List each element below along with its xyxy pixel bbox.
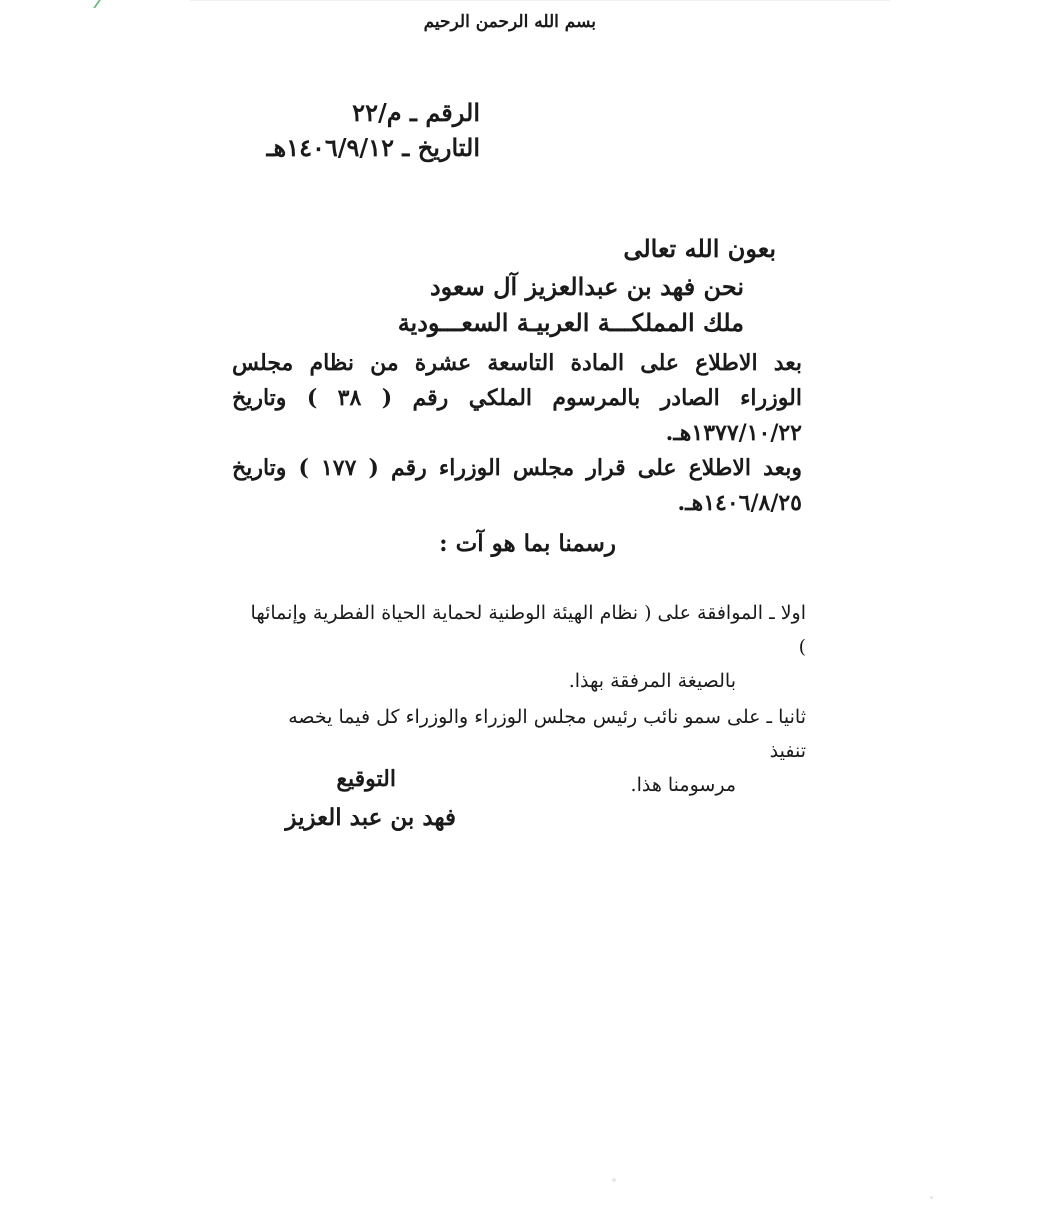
recital-1: بعد الاطلاع على المادة التاسعة عشرة من نظام مجلس الوزراء الصادر بالمرسوم الملكي رقم ( ٣٨ ) وتاريخ ١٣٧٧/١٠/٢٢هـ. — [232, 350, 802, 446]
decree-items — [246, 596, 806, 804]
decree-item-2 — [246, 700, 806, 802]
recitals-block — [232, 346, 802, 521]
scan-speck — [612, 1178, 616, 1182]
decree-item-1-continuation: بالصيغة المرفقة بهذا. — [568, 670, 736, 692]
reference-number: الرقم ـ م/٢٢ — [352, 98, 480, 127]
recital-2: وبعد الاطلاع على قرار مجلس الوزراء رقم ( ١٧٧ ) وتاريخ ١٤٠٦/٨/٢٥هـ. — [232, 455, 802, 516]
basmala-heading: بسم الله الرحمن الرحيم — [423, 12, 596, 32]
scan-speck — [930, 1196, 933, 1199]
decree-heading: رسمنا بما هو آت : — [439, 530, 616, 557]
decree-item-2-continuation: مرسومنا هذا. — [630, 774, 736, 796]
signature-label: التوقيع — [336, 766, 396, 792]
reference-date: التاريخ ـ ١٤٠٦/٩/١٢هـ — [266, 133, 480, 162]
invocation-line: بعون الله تعالى — [623, 234, 776, 263]
scan-top-edge — [190, 0, 890, 1]
issuer-title: ملك المملكـــة العربيـة السعـــودية — [397, 308, 744, 337]
issuer-line: نحن فهد بن عبدالعزيز آل سعود — [429, 272, 744, 301]
decree-item-2-lead: ثانيا ـ على سمو نائب رئيس مجلس الوزراء والوزراء كل فيما يخصه تنفيذ — [288, 706, 806, 762]
decree-item-1 — [246, 596, 806, 698]
signature-name: فهد بن عبد العزيز — [285, 804, 456, 831]
scan-corner-mark — [93, 0, 115, 8]
decree-item-1-lead: اولا ـ الموافقة على ( نظام الهيئة الوطنية لحماية الحياة الفطرية وإنمائها ) — [250, 602, 806, 658]
